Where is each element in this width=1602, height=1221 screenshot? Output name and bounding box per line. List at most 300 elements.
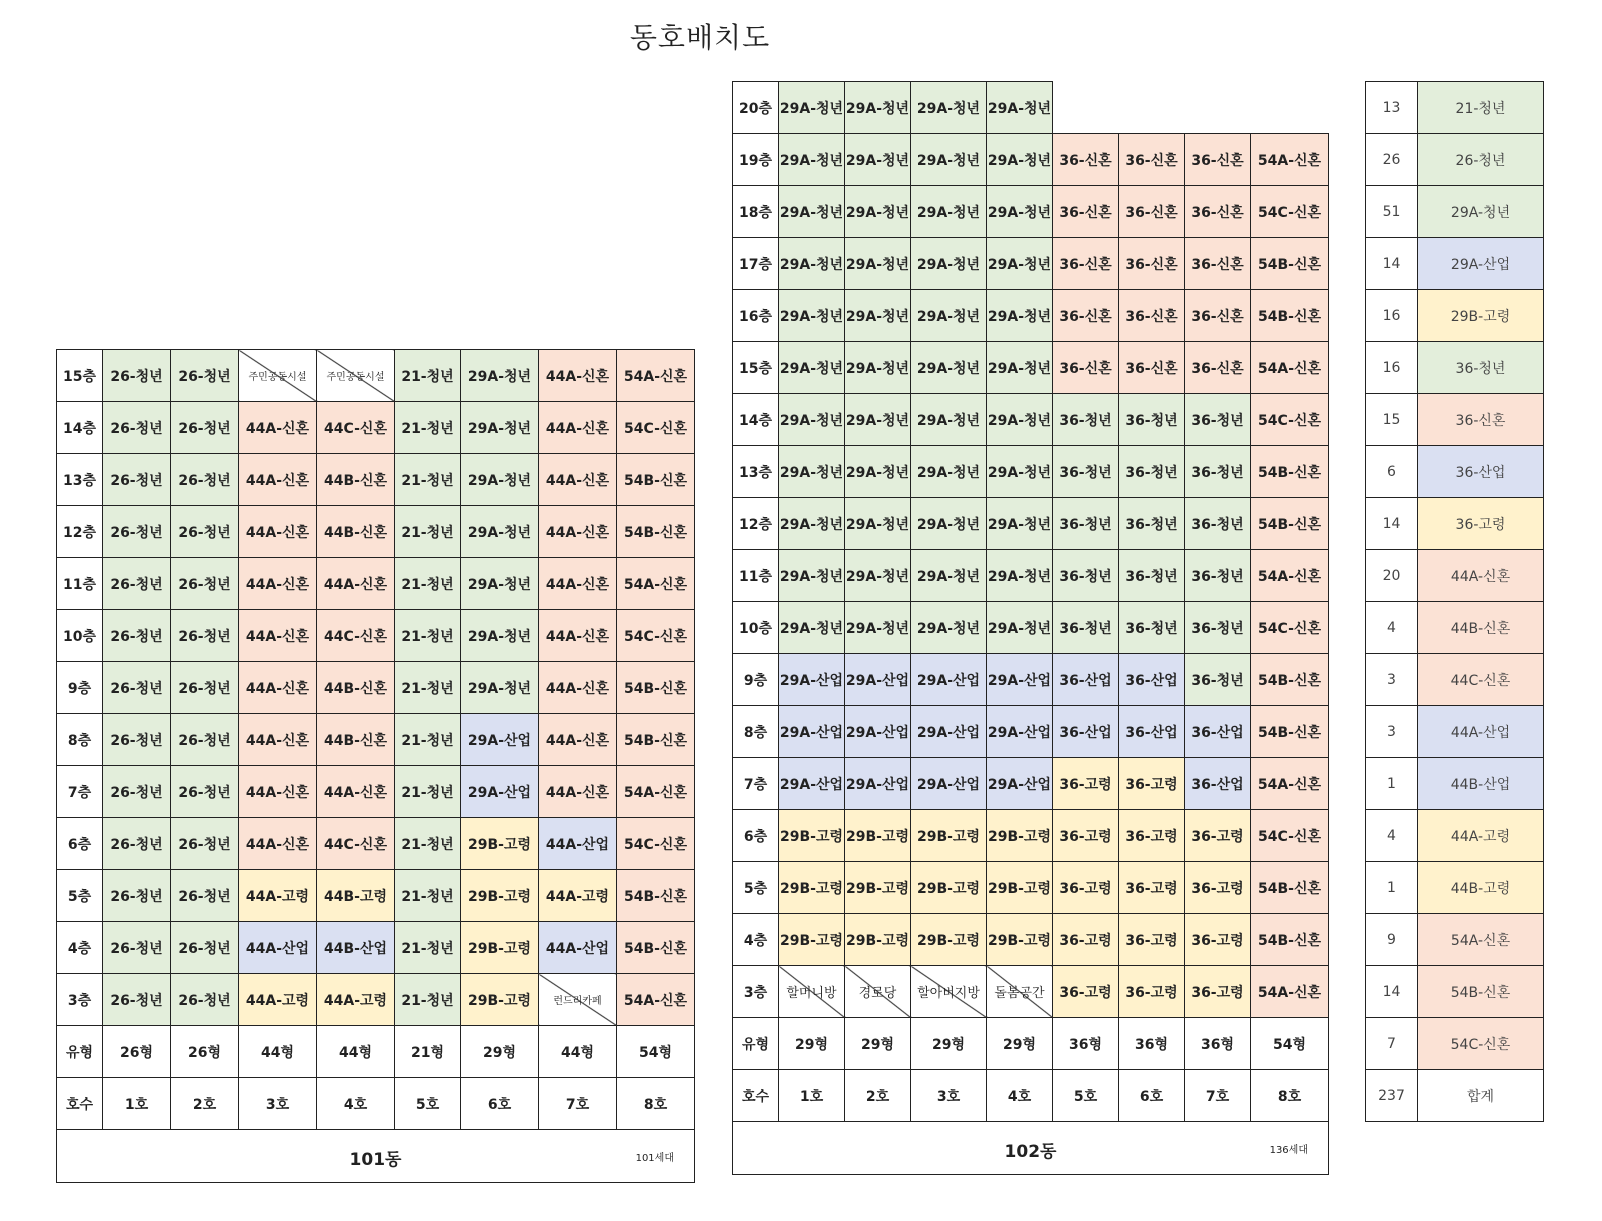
unit-cell: 54B-신혼 xyxy=(617,662,695,714)
unit-cell: 29A-청년 xyxy=(911,394,987,446)
unit-cell: 44A-신혼 xyxy=(239,662,317,714)
type-row xyxy=(57,1026,695,1078)
summary-type: 29B-고령 xyxy=(1418,290,1544,342)
summary-row xyxy=(1366,706,1544,758)
unit-number-cell: 4호 xyxy=(987,1070,1053,1122)
unit-cell: 29A-청년 xyxy=(461,610,539,662)
unit-cell: 29A-청년 xyxy=(779,82,845,134)
floor-label: 20층 xyxy=(733,82,779,134)
unit-cell: 36-고령 xyxy=(1119,810,1185,862)
unit-cell: 36-산업 xyxy=(1185,706,1251,758)
type-cell: 29형 xyxy=(911,1018,987,1070)
floor-label: 5층 xyxy=(733,862,779,914)
unit-cell: 29A-청년 xyxy=(911,134,987,186)
floor-label: 10층 xyxy=(57,610,103,662)
floor-label: 9층 xyxy=(57,662,103,714)
summary-type: 44B-고령 xyxy=(1418,862,1544,914)
floor-label: 10층 xyxy=(733,602,779,654)
type-cell: 36형 xyxy=(1185,1018,1251,1070)
facility-cell: 할아버지방 xyxy=(911,966,987,1018)
summary-row xyxy=(1366,602,1544,654)
unit-cell: 36-고령 xyxy=(1053,914,1119,966)
unit-cell: 29A-청년 xyxy=(845,134,911,186)
floor-row xyxy=(57,714,695,766)
unit-cell: 54B-신혼 xyxy=(1251,914,1329,966)
unit-cell: 36-청년 xyxy=(1185,654,1251,706)
unit-number-cell: 1호 xyxy=(103,1078,171,1130)
unit-cell: 54B-신혼 xyxy=(1251,290,1329,342)
summary-type: 44A-산업 xyxy=(1418,706,1544,758)
building-footer-row xyxy=(57,1130,695,1183)
floor-label: 4층 xyxy=(733,914,779,966)
unit-number-cell: 7호 xyxy=(1185,1070,1251,1122)
building-name: 102동 xyxy=(1004,1142,1057,1162)
unit-cell: 36-청년 xyxy=(1185,394,1251,446)
unit-cell: 29A-청년 xyxy=(461,662,539,714)
unit-cell: 29A-청년 xyxy=(779,550,845,602)
unit-cell: 29A-청년 xyxy=(845,238,911,290)
summary-total-label: 합계 xyxy=(1418,1070,1544,1122)
unit-cell: 36-신혼 xyxy=(1119,342,1185,394)
unit-cell: 36-청년 xyxy=(1185,550,1251,602)
unit-cell: 29A-청년 xyxy=(987,342,1053,394)
unit-cell: 29A-청년 xyxy=(845,82,911,134)
unit-cell: 36-신혼 xyxy=(1185,186,1251,238)
unit-cell: 44A-신혼 xyxy=(239,714,317,766)
floor-row xyxy=(57,974,695,1026)
floor-label: 13층 xyxy=(57,454,103,506)
unit-cell: 29A-산업 xyxy=(987,654,1053,706)
summary-count: 20 xyxy=(1366,550,1418,602)
unit-cell: 36-청년 xyxy=(1053,550,1119,602)
unit-cell: 44A-신혼 xyxy=(239,558,317,610)
unit-cell: 54A-신혼 xyxy=(1251,134,1329,186)
floor-label: 7층 xyxy=(57,766,103,818)
unit-cell: 29A-청년 xyxy=(987,134,1053,186)
type-cell: 29형 xyxy=(779,1018,845,1070)
unit-cell: 54A-신혼 xyxy=(1251,342,1329,394)
floor-label: 14층 xyxy=(57,402,103,454)
summary-row xyxy=(1366,238,1544,290)
unit-cell: 29A-청년 xyxy=(987,186,1053,238)
summary-row xyxy=(1366,446,1544,498)
summary-count: 16 xyxy=(1366,342,1418,394)
unit-cell: 29A-청년 xyxy=(845,394,911,446)
floor-label: 17층 xyxy=(733,238,779,290)
floor-label: 19층 xyxy=(733,134,779,186)
floor-row xyxy=(57,350,695,402)
floor-row xyxy=(733,550,1329,602)
summary-row xyxy=(1366,810,1544,862)
unit-cell: 44A-신혼 xyxy=(539,350,617,402)
unit-number-cell: 7호 xyxy=(539,1078,617,1130)
unit-number-cell: 6호 xyxy=(461,1078,539,1130)
unit-cell: 36-고령 xyxy=(1053,810,1119,862)
unit-number-cell: 4호 xyxy=(317,1078,395,1130)
unit-cell: 36-청년 xyxy=(1185,498,1251,550)
floor-row xyxy=(733,342,1329,394)
unit-number-cell: 6호 xyxy=(1119,1070,1185,1122)
unit-cell: 26-청년 xyxy=(103,974,171,1026)
summary-count: 7 xyxy=(1366,1018,1418,1070)
unit-cell: 36-신혼 xyxy=(1053,134,1119,186)
unit-cell: 36-청년 xyxy=(1053,394,1119,446)
summary-type: 36-산업 xyxy=(1418,446,1544,498)
unit-cell: 29A-청년 xyxy=(911,498,987,550)
unit-cell: 44A-고령 xyxy=(539,870,617,922)
facility-cell: 경로당 xyxy=(845,966,911,1018)
unit-cell: 54B-신혼 xyxy=(1251,238,1329,290)
summary-row xyxy=(1366,914,1544,966)
unit-cell: 36-신혼 xyxy=(1119,290,1185,342)
building-name: 101동 xyxy=(349,1150,402,1170)
unit-cell: 36-산업 xyxy=(1185,758,1251,810)
floor-row xyxy=(57,558,695,610)
unit-cell: 44A-산업 xyxy=(539,922,617,974)
summary-count: 3 xyxy=(1366,706,1418,758)
facility-cell: 할머니방 xyxy=(779,966,845,1018)
summary-row xyxy=(1366,82,1544,134)
unit-cell: 29A-청년 xyxy=(987,446,1053,498)
unit-cell: 26-청년 xyxy=(103,662,171,714)
unit-cell: 29B-고령 xyxy=(461,818,539,870)
unit-cell: 54C-신혼 xyxy=(617,402,695,454)
unit-cell: 29A-청년 xyxy=(779,290,845,342)
unit-cell: 44B-고령 xyxy=(317,870,395,922)
floor-label: 11층 xyxy=(733,550,779,602)
floor-label: 12층 xyxy=(733,498,779,550)
floor-label: 15층 xyxy=(57,350,103,402)
unit-cell: 44A-신혼 xyxy=(239,506,317,558)
summary-type: 36-청년 xyxy=(1418,342,1544,394)
unit-cell: 21-청년 xyxy=(395,402,461,454)
summary-count: 3 xyxy=(1366,654,1418,706)
unit-cell: 36-청년 xyxy=(1185,446,1251,498)
unit-cell: 29B-고령 xyxy=(461,870,539,922)
summary-type: 26-청년 xyxy=(1418,134,1544,186)
summary-table xyxy=(1365,81,1544,1122)
summary-row xyxy=(1366,550,1544,602)
unit-cell: 44B-산업 xyxy=(317,922,395,974)
unit-cell: 29A-청년 xyxy=(779,394,845,446)
unit-cell: 21-청년 xyxy=(395,922,461,974)
unit-cell: 54A-신혼 xyxy=(617,558,695,610)
floor-row xyxy=(733,186,1329,238)
unit-row xyxy=(733,1070,1329,1122)
empty-cell xyxy=(1185,82,1251,134)
summary-count: 14 xyxy=(1366,238,1418,290)
facility-cell: 주민공동시설 xyxy=(239,350,317,402)
building-footer xyxy=(57,1130,695,1183)
unit-cell: 29B-고령 xyxy=(911,810,987,862)
summary-type: 29A-산업 xyxy=(1418,238,1544,290)
unit-cell: 44A-신혼 xyxy=(239,454,317,506)
empty-cell xyxy=(1251,82,1329,134)
unit-number-cell: 2호 xyxy=(845,1070,911,1122)
summary-type: 36-신혼 xyxy=(1418,394,1544,446)
unit-cell: 44A-산업 xyxy=(539,818,617,870)
floor-label: 11층 xyxy=(57,558,103,610)
type-cell: 54형 xyxy=(617,1026,695,1078)
unit-cell: 29A-청년 xyxy=(779,238,845,290)
unit-cell: 29A-청년 xyxy=(779,602,845,654)
unit-cell: 29A-산업 xyxy=(845,654,911,706)
unit-cell: 54A-신혼 xyxy=(617,766,695,818)
unit-cell: 26-청년 xyxy=(171,506,239,558)
unit-cell: 29A-산업 xyxy=(779,654,845,706)
unit-cell: 54C-신혼 xyxy=(617,610,695,662)
unit-number-cell: 1호 xyxy=(779,1070,845,1122)
unit-cell: 29A-산업 xyxy=(779,706,845,758)
unit-cell: 29A-청년 xyxy=(987,82,1053,134)
summary-count: 51 xyxy=(1366,186,1418,238)
unit-cell: 26-청년 xyxy=(103,454,171,506)
unit-cell: 29A-산업 xyxy=(461,766,539,818)
unit-cell: 29B-고령 xyxy=(779,914,845,966)
summary-total-row xyxy=(1366,1070,1544,1122)
unit-cell: 26-청년 xyxy=(103,558,171,610)
floor-label: 5층 xyxy=(57,870,103,922)
unit-cell: 54C-신혼 xyxy=(617,818,695,870)
unit-cell: 29B-고령 xyxy=(911,914,987,966)
summary-row xyxy=(1366,862,1544,914)
unit-cell: 29A-청년 xyxy=(779,446,845,498)
building-footer-row xyxy=(733,1122,1329,1175)
summary-row xyxy=(1366,290,1544,342)
unit-cell: 29A-산업 xyxy=(987,706,1053,758)
unit-cell: 54B-신혼 xyxy=(617,922,695,974)
unit-cell: 21-청년 xyxy=(395,558,461,610)
summary-count: 6 xyxy=(1366,446,1418,498)
unit-cell: 36-청년 xyxy=(1119,550,1185,602)
household-count: 101세대 xyxy=(635,1153,674,1164)
unit-label: 호수 xyxy=(733,1070,779,1122)
type-cell: 44형 xyxy=(239,1026,317,1078)
summary-row xyxy=(1366,394,1544,446)
unit-cell: 36-고령 xyxy=(1185,914,1251,966)
unit-cell: 21-청년 xyxy=(395,662,461,714)
floor-label: 8층 xyxy=(57,714,103,766)
summary-type: 54C-신혼 xyxy=(1418,1018,1544,1070)
unit-cell: 54B-신혼 xyxy=(617,714,695,766)
type-cell: 29형 xyxy=(987,1018,1053,1070)
unit-cell: 29A-산업 xyxy=(845,706,911,758)
type-cell: 54형 xyxy=(1251,1018,1329,1070)
floor-row xyxy=(733,602,1329,654)
empty-cell xyxy=(1053,82,1119,134)
unit-cell: 21-청년 xyxy=(395,714,461,766)
unit-cell: 29B-고령 xyxy=(461,974,539,1026)
unit-cell: 44B-신혼 xyxy=(317,506,395,558)
floor-row xyxy=(733,238,1329,290)
facility-cell: 런드리카페 xyxy=(539,974,617,1026)
unit-cell: 29B-고령 xyxy=(987,914,1053,966)
unit-cell: 54C-신혼 xyxy=(1251,602,1329,654)
floor-label: 6층 xyxy=(57,818,103,870)
type-cell: 26형 xyxy=(171,1026,239,1078)
unit-cell: 44C-신혼 xyxy=(317,818,395,870)
summary-count: 15 xyxy=(1366,394,1418,446)
facility-cell: 주민공동시설 xyxy=(317,350,395,402)
unit-cell: 36-신혼 xyxy=(1119,186,1185,238)
unit-cell: 29A-산업 xyxy=(461,714,539,766)
unit-cell: 54A-신혼 xyxy=(617,350,695,402)
unit-cell: 44B-신혼 xyxy=(317,454,395,506)
unit-cell: 29B-고령 xyxy=(779,810,845,862)
unit-cell: 29B-고령 xyxy=(779,862,845,914)
unit-cell: 26-청년 xyxy=(103,402,171,454)
unit-cell: 26-청년 xyxy=(103,922,171,974)
type-cell: 21형 xyxy=(395,1026,461,1078)
floor-row xyxy=(733,862,1329,914)
floor-row xyxy=(57,870,695,922)
unit-cell: 29B-고령 xyxy=(845,914,911,966)
unit-cell: 36-청년 xyxy=(1053,446,1119,498)
unit-cell: 44C-신혼 xyxy=(317,402,395,454)
unit-cell: 29A-산업 xyxy=(987,758,1053,810)
unit-cell: 36-산업 xyxy=(1119,706,1185,758)
summary-type: 44B-산업 xyxy=(1418,758,1544,810)
unit-number-cell: 5호 xyxy=(395,1078,461,1130)
unit-label: 호수 xyxy=(57,1078,103,1130)
unit-cell: 26-청년 xyxy=(103,714,171,766)
unit-cell: 26-청년 xyxy=(171,714,239,766)
unit-cell: 26-청년 xyxy=(171,818,239,870)
unit-cell: 21-청년 xyxy=(395,506,461,558)
summary-type: 36-고령 xyxy=(1418,498,1544,550)
unit-cell: 26-청년 xyxy=(171,922,239,974)
unit-cell: 54B-신혼 xyxy=(617,506,695,558)
unit-cell: 29A-청년 xyxy=(911,290,987,342)
unit-cell: 44A-신혼 xyxy=(539,454,617,506)
unit-cell: 29A-산업 xyxy=(779,758,845,810)
unit-cell: 36-고령 xyxy=(1185,966,1251,1018)
unit-cell: 21-청년 xyxy=(395,818,461,870)
unit-cell: 44B-신혼 xyxy=(317,662,395,714)
unit-cell: 29A-청년 xyxy=(987,238,1053,290)
summary-row xyxy=(1366,186,1544,238)
summary-row xyxy=(1366,342,1544,394)
floor-row xyxy=(733,446,1329,498)
unit-cell: 29A-청년 xyxy=(779,498,845,550)
floor-row xyxy=(57,818,695,870)
unit-cell: 54B-신혼 xyxy=(1251,498,1329,550)
unit-cell: 26-청년 xyxy=(103,766,171,818)
unit-cell: 29A-청년 xyxy=(779,134,845,186)
unit-cell: 29B-고령 xyxy=(845,862,911,914)
empty-cell xyxy=(1119,82,1185,134)
unit-cell: 36-청년 xyxy=(1053,498,1119,550)
unit-cell: 29A-청년 xyxy=(911,602,987,654)
floor-label: 9층 xyxy=(733,654,779,706)
unit-cell: 54A-신혼 xyxy=(1251,758,1329,810)
type-cell: 36형 xyxy=(1053,1018,1119,1070)
unit-cell: 26-청년 xyxy=(171,974,239,1026)
unit-cell: 36-청년 xyxy=(1053,602,1119,654)
unit-number-cell: 8호 xyxy=(617,1078,695,1130)
unit-cell: 26-청년 xyxy=(103,610,171,662)
unit-cell: 54B-신혼 xyxy=(1251,446,1329,498)
unit-cell: 54A-신혼 xyxy=(1251,966,1329,1018)
floor-row xyxy=(733,810,1329,862)
floor-row xyxy=(733,134,1329,186)
unit-cell: 36-고령 xyxy=(1053,966,1119,1018)
floor-row xyxy=(733,914,1329,966)
summary-count: 14 xyxy=(1366,966,1418,1018)
unit-cell: 36-청년 xyxy=(1119,602,1185,654)
floor-label: 3층 xyxy=(57,974,103,1026)
type-row xyxy=(733,1018,1329,1070)
unit-cell: 36-신혼 xyxy=(1185,290,1251,342)
unit-cell: 54A-신혼 xyxy=(617,974,695,1026)
unit-cell: 29B-고령 xyxy=(987,810,1053,862)
unit-cell: 29A-청년 xyxy=(911,342,987,394)
summary-row xyxy=(1366,966,1544,1018)
unit-cell: 29A-청년 xyxy=(461,558,539,610)
unit-cell: 29B-고령 xyxy=(461,922,539,974)
floor-label: 6층 xyxy=(733,810,779,862)
floor-row xyxy=(57,454,695,506)
type-cell: 44형 xyxy=(539,1026,617,1078)
unit-cell: 36-신혼 xyxy=(1119,134,1185,186)
summary-count: 1 xyxy=(1366,862,1418,914)
household-count: 136세대 xyxy=(1269,1145,1308,1156)
unit-cell: 29A-청년 xyxy=(845,186,911,238)
unit-cell: 36-산업 xyxy=(1053,706,1119,758)
unit-cell: 21-청년 xyxy=(395,610,461,662)
unit-cell: 29A-청년 xyxy=(911,446,987,498)
unit-cell: 21-청년 xyxy=(395,350,461,402)
unit-cell: 36-신혼 xyxy=(1185,238,1251,290)
unit-cell: 36-청년 xyxy=(1185,602,1251,654)
unit-cell: 36-고령 xyxy=(1119,862,1185,914)
unit-cell: 26-청년 xyxy=(171,870,239,922)
floor-row xyxy=(733,498,1329,550)
unit-cell: 29A-청년 xyxy=(461,454,539,506)
unit-cell: 26-청년 xyxy=(103,506,171,558)
unit-cell: 44A-신혼 xyxy=(239,818,317,870)
floor-label: 18층 xyxy=(733,186,779,238)
summary-count: 26 xyxy=(1366,134,1418,186)
type-label: 유형 xyxy=(733,1018,779,1070)
unit-cell: 54C-신혼 xyxy=(1251,394,1329,446)
unit-cell: 36-산업 xyxy=(1119,654,1185,706)
floor-label: 14층 xyxy=(733,394,779,446)
floor-row xyxy=(733,758,1329,810)
unit-cell: 29A-청년 xyxy=(461,350,539,402)
unit-row xyxy=(57,1078,695,1130)
unit-number-cell: 3호 xyxy=(911,1070,987,1122)
unit-number-cell: 3호 xyxy=(239,1078,317,1130)
floor-label: 13층 xyxy=(733,446,779,498)
unit-cell: 36-신혼 xyxy=(1185,134,1251,186)
unit-cell: 44A-고령 xyxy=(239,974,317,1026)
unit-cell: 29A-청년 xyxy=(461,506,539,558)
floor-label: 16층 xyxy=(733,290,779,342)
unit-cell: 29A-청년 xyxy=(461,402,539,454)
floor-row xyxy=(733,706,1329,758)
unit-cell: 36-고령 xyxy=(1119,966,1185,1018)
unit-cell: 29A-산업 xyxy=(911,706,987,758)
unit-cell: 44A-신혼 xyxy=(317,558,395,610)
unit-cell: 29A-청년 xyxy=(987,394,1053,446)
unit-cell: 29A-청년 xyxy=(845,342,911,394)
unit-cell: 29A-청년 xyxy=(845,550,911,602)
facility-cell: 돌봄공간 xyxy=(987,966,1053,1018)
floor-row xyxy=(733,654,1329,706)
floor-row xyxy=(733,82,1329,134)
unit-cell: 36-청년 xyxy=(1119,498,1185,550)
